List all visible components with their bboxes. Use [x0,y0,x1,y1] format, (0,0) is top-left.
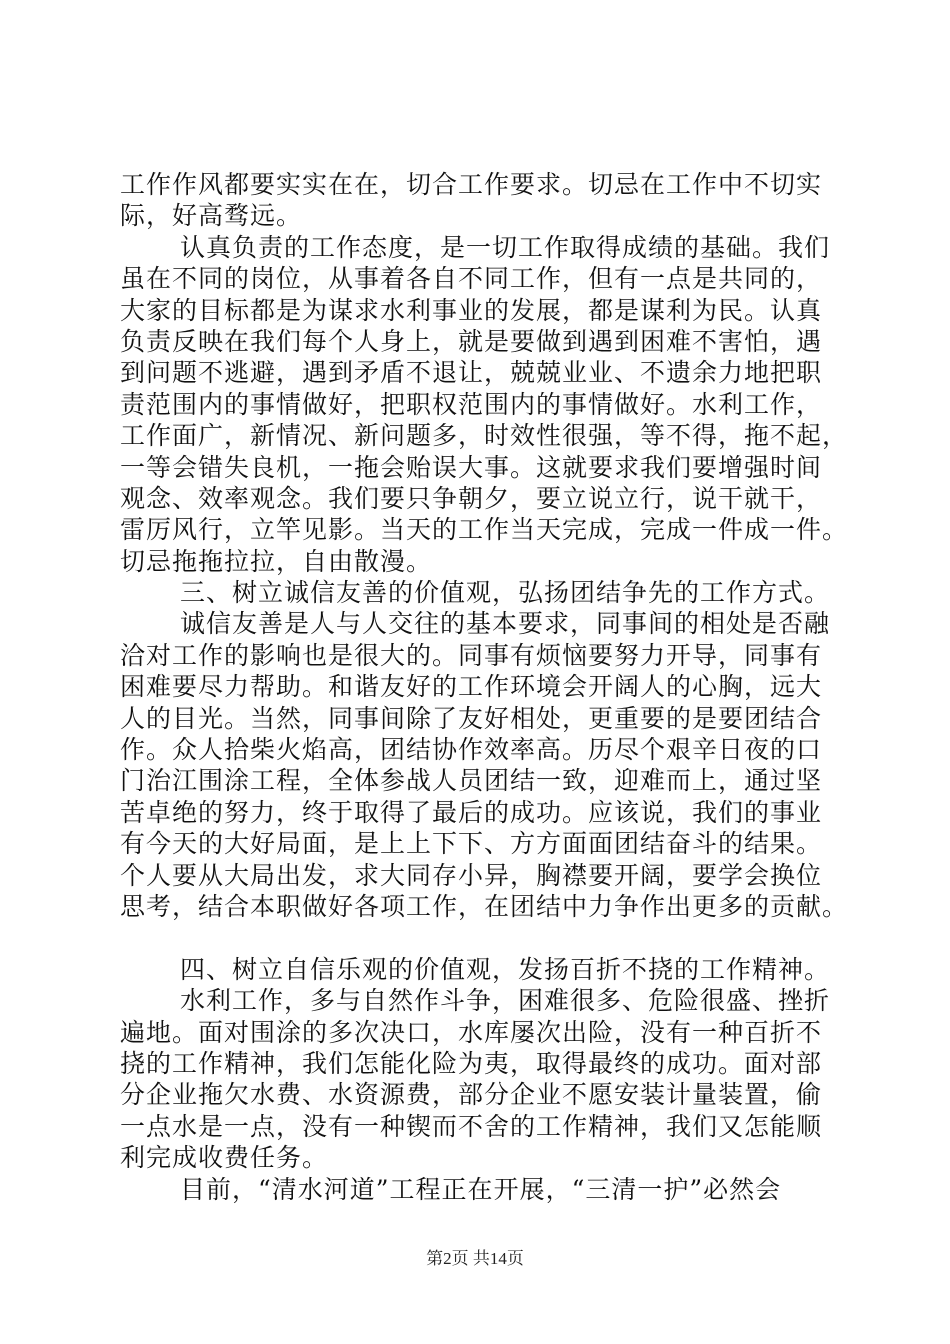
text-line: 水利工作，多与自然作斗争，困难很多、危险很盛、挫折 [180,986,831,1016]
text-line: 三、树立诚信友善的价值观，弘扬团结争先的工作方式。 [180,578,831,608]
text-line: 工作作风都要实实在在，切合工作要求。切忌在工作中不切实 [120,170,823,199]
text-line: 苦卓绝的努力，终于取得了最后的成功。应该说，我们的事业 [120,797,823,827]
text-line: 切忌拖拖拉拉，自由散漫。 [120,546,433,576]
text-line: 虽在不同的岗位，从事着各自不同工作，但有一点是共同的， [120,264,823,294]
text-line: 一等会错失良机，一拖会贻误大事。这就要求我们要增强时间 [120,452,823,482]
text-line: 际，好高骛远。 [120,201,303,231]
text-line: 作。众人拾柴火焰高，团结协作效率高。历尽个艰辛日夜的口 [120,735,823,765]
text-line: 有今天的大好局面，是上上下下、方方面面团结奋斗的结果。 [120,829,823,859]
text-line: 门治江围涂工程，全体参战人员团结一致，迎难而上，通过坚 [120,766,823,796]
text-line: 工作面广，新情况、新问题多，时效性很强，等不得，拖不起， [120,421,849,451]
text-line: 观念、效率观念。我们要只争朝夕，要立说立行，说干就干， [120,483,823,513]
text-line: 遍地。面对围涂的多次决口，水库屡次出险，没有一种百折不 [120,1017,823,1047]
text-line: 诚信友善是人与人交往的基本要求，同事间的相处是否融 [180,609,831,639]
document-body [120,169,849,1205]
text-line: 负责反映在我们每个人身上，就是要做到遇到困难不害怕，遇 [120,326,823,356]
text-line: 洽对工作的影响也是很大的。同事有烦恼要努力开导，同事有 [120,640,823,670]
text-line: 到问题不逃避，遇到矛盾不退让，兢兢业业、不遗余力地把职 [120,358,823,388]
text-line: 思考，结合本职做好各项工作，在团结中力争作出更多的贡献。 [120,891,849,921]
text-line: 大家的目标都是为谋求水利事业的发展，都是谋利为民。认真 [120,295,823,325]
text-line: 利完成收费任务。 [120,1143,329,1173]
text-line: 目前，“清水河道”工程正在开展，“三清一护”必然会 [180,1174,782,1204]
blank-line [120,922,840,953]
text-line: 责范围内的事情做好，把职权范围内的事情做好。水利工作， [120,389,823,419]
text-line: 挠的工作精神，我们怎能化险为夷，取得最终的成功。面对部 [120,1048,823,1078]
text-line: 四、树立自信乐观的价值观，发扬百折不挠的工作精神。 [180,954,831,984]
text-line: 分企业拖欠水费、水资源费，部分企业不愿安装计量装置，偷 [120,1080,823,1110]
text-line: 个人要从大局出发，求大同存小异，胸襟要开阔，要学会换位 [120,860,823,890]
text-line: 一点水是一点，没有一种锲而不舍的工作精神，我们又怎能顺 [120,1111,823,1141]
text-line: 人的目光。当然，同事间除了友好相处，更重要的是要团结合 [120,703,823,733]
text-line: 认真负责的工作态度，是一切工作取得成绩的基础。我们 [180,232,831,262]
text-line: 困难要尽力帮助。和谐友好的工作环境会开阔人的心胸，远大 [120,672,823,702]
text-line: 雷厉风行，立竿见影。当天的工作当天完成，完成一件成一件。 [120,515,849,545]
page-footer: 第2页 共14页 [426,1249,524,1268]
